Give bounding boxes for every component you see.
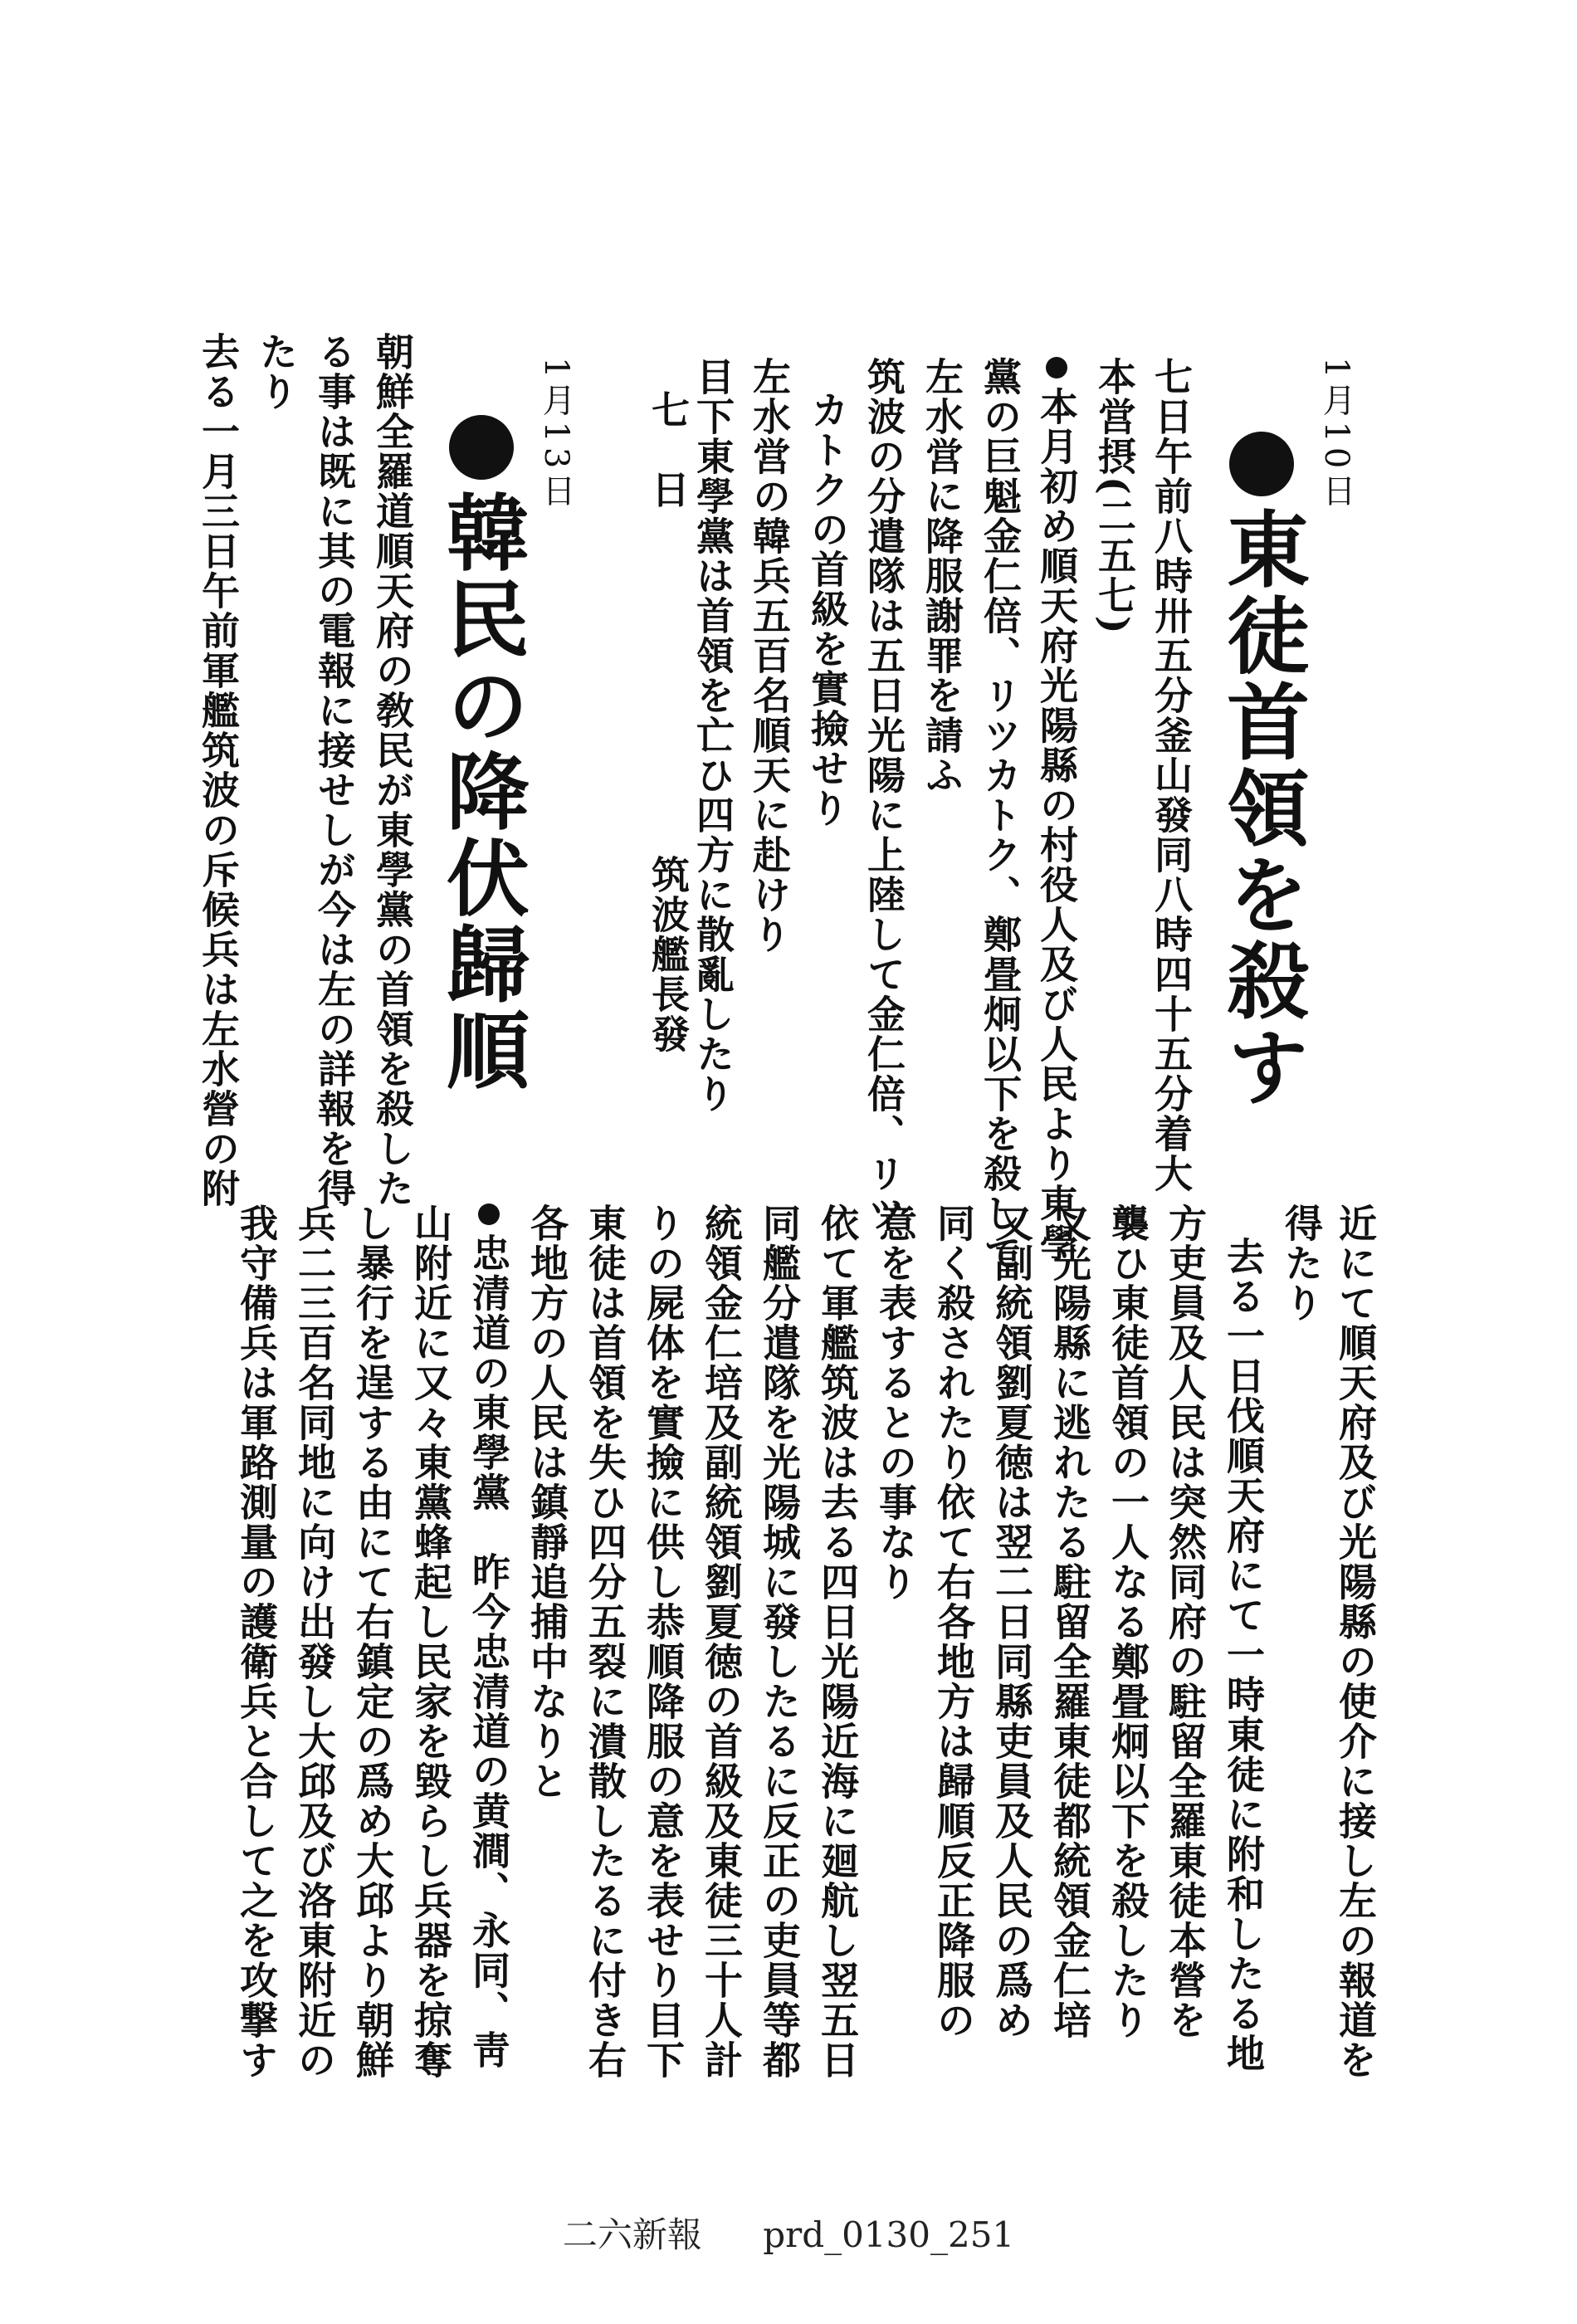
article-2-line: たり — [254, 332, 299, 412]
footer-source: 二六新報 — [562, 2214, 702, 2255]
article-2-line: 朝鮮全羅道順天府の敎民が東學黨の首領を殺した — [370, 332, 415, 1208]
article-2-line: 方吏員及人民は突然同府の駐留全羅東徒本營を — [1163, 1204, 1208, 2040]
bullet-icon — [1229, 432, 1294, 496]
article-2-line: 各地方の人民は鎮靜追捕中なりと — [525, 1204, 569, 1801]
article-2-line: 去る一月三日午前軍艦筑波の斥候兵は左水營の附 — [196, 332, 241, 1208]
article-2-line: 依て軍艦筑波は去る四日光陽近海に廻航し翌五日 — [815, 1204, 860, 2080]
bullet-icon — [449, 415, 514, 480]
article-1-date: 1月10日 — [1317, 357, 1355, 512]
article-1-line: 左水営の韓兵五百名順天に赴けり — [747, 357, 792, 954]
article-1-headline-text: 東徒首領を殺す — [1213, 506, 1311, 1111]
page-footer — [0, 2208, 1577, 2258]
article-1-signature: 筑波艦長發 — [646, 855, 691, 1054]
article-2-line: 統領金仁培及副統領劉夏徳の首級及東徒三十人計 — [699, 1204, 744, 2080]
article-2-line: 東徒は首領を失ひ四分五裂に潰散したるに付き右 — [583, 1204, 627, 2080]
article-2-line: 又副統領劉夏徳は翌二日同縣吏員及人民の爲め — [989, 1204, 1034, 2040]
article-2-line: 山附近に又々東黨蜂起し民家を毀らし兵器を掠奪 — [408, 1204, 453, 2080]
article-2-date: 1月13日 — [537, 357, 575, 512]
article-2-line: 兵二三百名同地に向け出發し大邱及び洛東附近の — [292, 1204, 337, 2080]
article-1-line: 七 日 — [646, 390, 691, 510]
article-2-line: 襲ひ東徒首領の一人なる鄭畳炯以下を殺したり — [1106, 1204, 1150, 2040]
article-2-headline-text: 韓民の降伏歸順 — [432, 490, 530, 1094]
article-2-line: 近にて順天府及び光陽縣の使介に接し左の報道を — [1333, 1204, 1378, 2080]
article-1-line: 左水営に降服謝罪を請ふ — [920, 357, 964, 795]
article-2-line: 去る一日伐順天府にて一時東徒に附和したる地 — [1221, 1237, 1266, 2073]
article-2-line-text: 忠清道の東學黨 昨今忠清道の黄澗、永同、靑 — [466, 1233, 511, 2070]
article-2-line: りの屍体を實撿に供し恭順降服の意を表せり目下 — [641, 1204, 686, 2080]
article-1-line: 七日午前八時卅五分釜山發同八時四十五分着大 — [1149, 357, 1194, 1194]
bullet-dot-icon — [1046, 357, 1067, 378]
article-2-line: 同く殺されたり依て右各地方は歸順反正降服の — [931, 1204, 976, 2040]
article-1-line — [1034, 357, 1079, 1263]
article-2-line: る事は既に其の電報に接せしが今は左の詳報を得 — [312, 332, 357, 1208]
article-2-line: し暴行を逞する由にて右鎮定の爲め大邱より朝鮮 — [350, 1204, 395, 2080]
article-2-line: 同艦分遣隊を光陽城に發したるに反正の吏員等都 — [757, 1204, 802, 2080]
article-1-line-text: 本月初め順天府光陽縣の村役人及び人民より東學 — [1034, 387, 1079, 1263]
article-2-line: 我守備兵は軍路測量の護衛兵と合して之を攻撃す — [234, 1204, 279, 2080]
article-1-line: カトクの首級を實撿せり — [805, 390, 850, 828]
article-2-line: 意を表するとの事なり — [873, 1204, 918, 1602]
article-1-line: 目下東學黨は首領を亡ひ四方に散亂したり — [691, 357, 735, 1114]
article-2-line — [466, 1204, 511, 2070]
article-2-line: 得たり — [1279, 1204, 1324, 1323]
bullet-dot-icon — [478, 1204, 500, 1225]
article-1-line: 本営摂(二五七) — [1092, 357, 1137, 636]
article-2-line: 又光陽縣に逃れたる駐留全羅東徒都統領金仁培 — [1047, 1204, 1092, 2040]
article-1-line: 黨の巨魁金仁倍、リツカトク、鄭畳炯以下を殺して — [978, 357, 1023, 1273]
footer-code: prd_0130_251 — [763, 2214, 1015, 2255]
article-2-headline — [432, 415, 530, 1094]
article-1-line: 筑波の分遣隊は五日光陽に上陸して金仁倍、リツ — [862, 357, 906, 1233]
article-1-headline — [1213, 432, 1311, 1111]
